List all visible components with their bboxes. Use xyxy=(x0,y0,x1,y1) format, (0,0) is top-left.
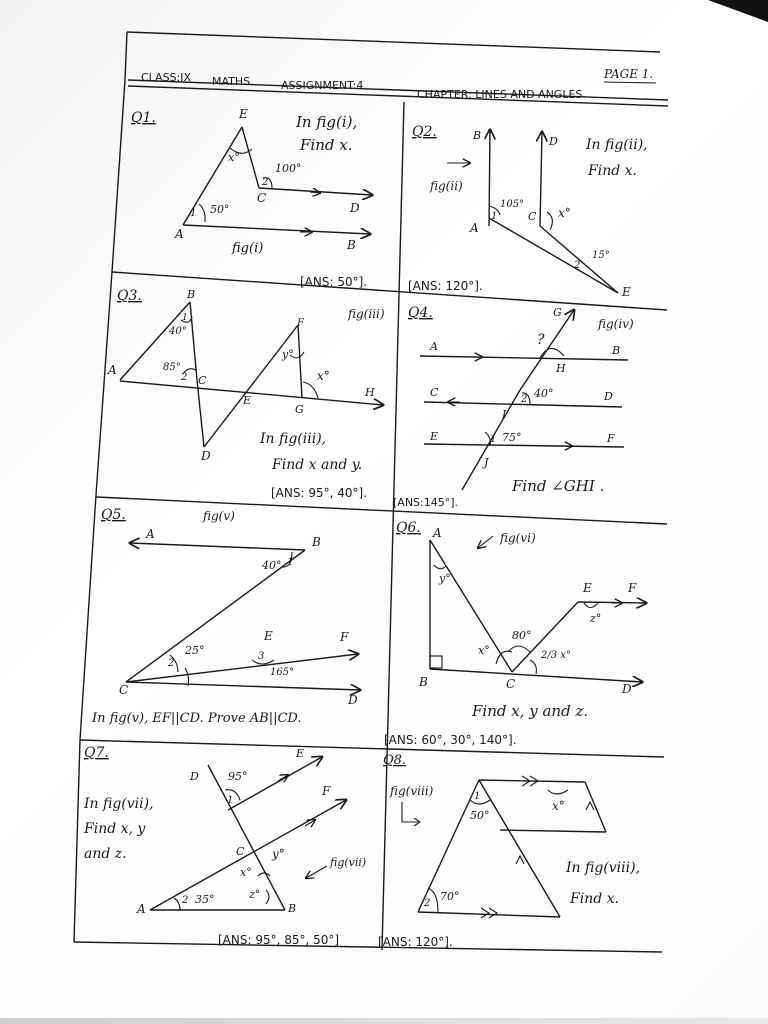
q5-point-b: B xyxy=(312,535,321,549)
q6-point-e: E xyxy=(583,581,592,595)
q4-label: Q4. xyxy=(408,305,433,321)
q1-angle-50: 50° xyxy=(210,203,230,216)
question-7 xyxy=(83,745,366,947)
q3-point-c: C xyxy=(198,374,207,387)
q7-angle-35: 35° xyxy=(195,893,215,906)
q5-instruction: In fig(v), EF||CD. Prove AB||CD. xyxy=(92,711,302,726)
q2-instruction-2: Find x. xyxy=(588,163,637,179)
q4-point-j: J xyxy=(484,456,489,469)
q3-fig-caption: fig(iii) xyxy=(348,307,385,321)
q5-point-c: C xyxy=(119,683,129,697)
q8-angle-num-2: 2 xyxy=(424,898,431,909)
q7-point-b: B xyxy=(288,902,297,915)
q1-instruction-2: Find x. xyxy=(300,136,353,154)
question-8 xyxy=(378,753,640,949)
q4-fig-caption: fig(iv) xyxy=(598,317,634,331)
q6-label: Q6. xyxy=(396,520,421,536)
q2-label: Q2. xyxy=(412,124,437,140)
q5-angle-num-3: 3 xyxy=(258,651,265,662)
q7-angle-num-1: 1 xyxy=(227,795,234,806)
q8-instruction-1: In fig(viii), xyxy=(566,860,641,876)
q1-point-a: A xyxy=(175,227,184,241)
q5-point-f: F xyxy=(340,630,349,644)
q8-answer: [ANS: 120°]. xyxy=(378,935,453,949)
q6-angle-x: x° xyxy=(478,644,490,657)
q2-angle-15: 15° xyxy=(592,250,610,261)
q7-instruction-2: Find x, y xyxy=(84,821,146,837)
q2-instruction-1: In fig(ii), xyxy=(586,137,648,153)
q1-angle-num-2: 2 xyxy=(262,177,269,188)
q7-answer: [ANS: 95°, 85°, 50°] xyxy=(218,933,340,947)
q1-angle-num-1: 1 xyxy=(190,208,197,219)
q7-point-f: F xyxy=(322,784,331,798)
q6-point-c: C xyxy=(506,677,516,691)
q1-answer: [ANS: 50°]. xyxy=(300,275,368,289)
q5-label: Q5. xyxy=(101,507,126,523)
q5-fig-caption: fig(v) xyxy=(203,509,235,523)
q8-label: Q8. xyxy=(383,753,407,768)
q2-point-b: B xyxy=(473,129,482,142)
q3-point-b: B xyxy=(187,288,196,301)
q3-angle-x: x° xyxy=(317,369,330,383)
q4-point-c: C xyxy=(430,386,439,399)
q8-instruction-2: Find x. xyxy=(570,891,619,907)
q7-angle-num-2: 2 xyxy=(182,895,189,906)
q8-fig-caption: fig(viii) xyxy=(390,784,434,798)
q1-angle-100: 100° xyxy=(275,162,302,175)
q2-angle-num-2: 2 xyxy=(574,260,581,271)
q7-instruction-1: In fig(vii), xyxy=(84,796,154,812)
q4-instruction: Find ∠GHI . xyxy=(512,477,605,495)
q3-point-e: E xyxy=(243,394,252,407)
q7-point-e: E xyxy=(296,747,305,760)
q6-angle-z: z° xyxy=(590,612,602,625)
q6-point-d: D xyxy=(622,682,632,696)
q2-point-d: D xyxy=(549,135,558,148)
q4-point-e: E xyxy=(430,430,439,443)
subject-label: MATHS. xyxy=(212,75,254,88)
q8-angle-70: 70° xyxy=(440,890,460,903)
question-2 xyxy=(408,124,648,299)
q6-answer: [ANS: 60°, 30°, 140°]. xyxy=(384,733,517,747)
q5-angle-num-2: 2 xyxy=(168,658,175,669)
q7-point-a: A xyxy=(137,902,146,916)
q4-answer: [ANS:145°]. xyxy=(393,496,459,509)
q5-angle-165: 165° xyxy=(270,667,295,678)
q2-point-c: C xyxy=(528,210,537,223)
q5-point-a: A xyxy=(146,527,155,541)
q3-point-f: F xyxy=(297,318,304,329)
q3-answer: [ANS: 95°, 40°]. xyxy=(271,486,368,500)
q2-angle-num-1: 1 xyxy=(491,211,498,222)
q3-point-h: H xyxy=(365,386,375,399)
q3-label: Q3. xyxy=(117,288,142,304)
q4-angle-40: 40° xyxy=(534,387,554,400)
class-label: CLASS:IX xyxy=(141,71,192,84)
q8-angle-50: 50° xyxy=(470,809,490,822)
q1-angle-x: x° xyxy=(228,151,240,164)
page-number: PAGE 1. xyxy=(604,67,654,81)
question-4 xyxy=(393,305,634,509)
question-6 xyxy=(384,520,646,747)
q6-angle-80: 80° xyxy=(512,629,532,642)
q5-point-e: E xyxy=(264,629,273,643)
q7-angle-z: z° xyxy=(249,888,261,901)
q6-angle-y: y° xyxy=(439,572,451,585)
q5-angle-num-1: 1 xyxy=(287,557,294,568)
q2-angle-105: 105° xyxy=(500,199,525,210)
q3-angle-85: 85° xyxy=(163,362,181,373)
q7-angle-95: 95° xyxy=(228,770,248,783)
q3-point-a: A xyxy=(108,363,117,377)
q4-point-f: F xyxy=(607,432,615,445)
question-3 xyxy=(107,288,385,500)
question-5 xyxy=(91,507,360,726)
q4-angle-75: 75° xyxy=(502,431,522,444)
q6-point-b: B xyxy=(419,675,428,689)
q4-point-i: I xyxy=(502,408,507,421)
q3-angle-y: y° xyxy=(282,348,294,361)
q3-angle-40: 40° xyxy=(169,326,187,337)
q5-angle-25: 25° xyxy=(185,644,205,657)
q4-point-h: H xyxy=(556,362,566,375)
q1-instruction-1: In fig(i), xyxy=(296,113,358,131)
q4-angle-question: ? xyxy=(537,332,545,348)
q1-label: Q1. xyxy=(131,110,156,126)
q7-point-c: C xyxy=(236,845,245,858)
q3-instruction-2: Find x and y. xyxy=(272,457,363,473)
q2-fig-caption: fig(ii) xyxy=(430,179,463,193)
q3-point-g: G xyxy=(295,403,304,416)
q1-point-c: C xyxy=(257,191,267,205)
q2-answer: [ANS: 120°]. xyxy=(408,279,483,293)
q6-instruction: Find x, y and z. xyxy=(472,702,589,720)
q6-point-a: A xyxy=(433,526,442,540)
q6-angle-two-thirds-x: 2/3 x° xyxy=(541,650,571,661)
q8-angle-num-1: 1 xyxy=(474,791,481,802)
q3-point-d: D xyxy=(201,449,211,463)
q7-angle-y: y° xyxy=(272,847,285,861)
q2-angle-x: x° xyxy=(558,206,571,220)
q5-point-d: D xyxy=(348,693,358,707)
q3-instruction-1: In fig(iii), xyxy=(260,431,327,447)
q7-angle-x: x° xyxy=(240,866,252,879)
q1-point-d: D xyxy=(350,201,360,215)
q6-fig-caption: fig(vi) xyxy=(500,531,536,545)
chapter-label: CHAPTER: LINES AND ANGLES. xyxy=(417,88,586,101)
q7-point-d: D xyxy=(190,770,199,783)
q3-angle-num-2: 2 xyxy=(181,372,188,383)
q1-fig-caption: fig(i) xyxy=(232,241,264,256)
q7-label: Q7. xyxy=(84,745,109,761)
q8-angle-x: x° xyxy=(552,799,565,813)
q4-angle-num-2: 2 xyxy=(521,394,528,405)
q7-instruction-3: and z. xyxy=(84,846,127,862)
q7-fig-caption: fig(vii) xyxy=(330,856,367,869)
q6-point-f: F xyxy=(628,581,637,595)
question-1 xyxy=(131,107,372,289)
assignment-label: ASSIGNMENT:4 xyxy=(281,79,364,92)
q3-angle-num-1: 1 xyxy=(182,313,188,323)
q2-point-e: E xyxy=(622,285,631,299)
q4-point-b: B xyxy=(612,344,621,357)
q2-point-a: A xyxy=(470,221,479,235)
q4-angle-num-1: 1 xyxy=(490,434,497,445)
q5-angle-40: 40° xyxy=(262,559,282,572)
q1-point-b: B xyxy=(347,238,356,252)
q4-point-g: G xyxy=(553,306,562,319)
q4-point-d: D xyxy=(604,390,613,403)
q1-point-e: E xyxy=(239,107,248,121)
q4-point-a: A xyxy=(430,340,438,353)
